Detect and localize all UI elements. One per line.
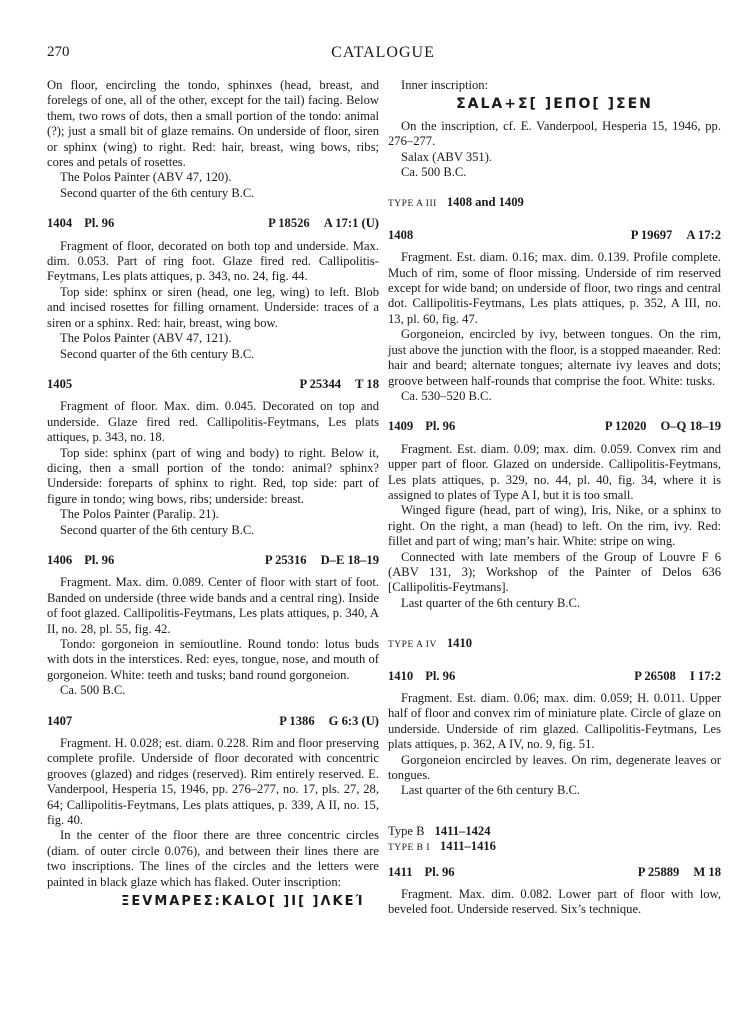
right-column xyxy=(388,78,721,918)
inner-inscription-label: Inner inscription: xyxy=(401,78,489,92)
entry-1409-desc: Fragment. Est. diam. 0.09; max. dim. 0.059. Convex rim and upper part of floor. Glazed on underside. Callipolitis-Feytmans, Les plats attiques, p. 329, no. 44, pl. 40, fig. 34, where it is assigned to plates of Type A I, but it is too small. xyxy=(388,441,721,502)
entry-1408-decor: Gorgoneion, encircled by ivy, between tongues. On the rim, just above the junction with the floor, is a stopped maeander. Red: hair and beard; alternate tongues; alternate ivy leaves and dots; groove between half-rounds that comprise the foot. White: tusks. xyxy=(388,327,721,388)
entry-1411-heading: 1411 Pl. 96 P 25889 M 18 xyxy=(388,864,721,879)
entry-1410-date: Last quarter of the 6th century B.C. xyxy=(401,783,581,798)
entry-1406-date: Ca. 500 B.C. xyxy=(60,683,126,698)
entry-1404-desc: Fragment of floor, decorated on both top and underside. Max. dim. 0.053. Part of ring foot. Glaze fired red. Callipolitis-Feytmans, Les plats attiques, p. 343, no. 24, fig. 44. xyxy=(47,238,379,284)
entry-1405-decor: Top side: sphinx (part of wing and body) to right. Below it, dicing, then a small portion of the tondo: animal? sphinx? Underside: foreparts of sphinx to right. Red, top side: part of figure in tondo; wing bows, ribs; underside: breast. xyxy=(47,445,379,506)
type-a4-heading: TYPE A IV 1410 xyxy=(388,636,473,651)
entry-1409-decor: Winged figure (head, part of wing), Iris, Nike, or a sphinx to right. On the right, a man (head) to left. On the rim, ivy. Red: fillet and part of wing; man’s hair. White: stripe on wing. xyxy=(388,503,721,549)
entry-1405-attr: The Polos Painter (Paralip. 21). xyxy=(60,507,219,522)
entry-1405-date: Second quarter of the 6th century B.C. xyxy=(60,522,255,537)
intro-attribution: The Polos Painter (ABV 47, 120). xyxy=(60,170,232,185)
entry-1408-date: Ca. 530–520 B.C. xyxy=(401,388,492,403)
entry-1408-desc: Fragment. Est. diam. 0.16; max. dim. 0.139. Profile complete. Much of rim, some of floor missing. Underside of rim reserved except for wide band; on underside of floor, two rings and central dot. Callipolitis-Feytmans, Les plats attiques, p. 352, A III, no. 13, pl. 60, fig. 47. xyxy=(388,250,721,326)
entry-1406-desc: Fragment. Max. dim. 0.089. Center of floor with start of foot. Banded on underside (three wide bands and a central ring). Inside of foot glazed. Callipolitis-Feytmans, Les plats attiques, p. 340, A II, no. 28, pl. 55, fig. 42. xyxy=(47,575,379,636)
entry-1408-heading: 1408 P 19697 A 17:2 xyxy=(388,227,721,242)
page-header xyxy=(47,44,719,68)
type-b1-heading: TYPE B I 1411–1416 xyxy=(388,839,496,854)
page-number: 270 xyxy=(47,44,70,60)
entry-1405-desc: Fragment of floor. Max. dim. 0.045. Decorated on top and underside. Glaze fired red. Callipolitis-Feytmans, Les plats attiques, p. 343, no. 18. xyxy=(47,399,379,445)
entry-1406-decor: Tondo: gorgoneion in semioutline. Round tondo: lotus buds with dots in the interstices. Red: eyes, tongue, nose, and mouth of gorgoneion. White: teeth and tusks; band round gorgoneion. xyxy=(47,637,379,682)
entry-1407-desc: Fragment. H. 0.028; est. diam. 0.228. Rim and floor preserving complete profile. Underside of floor decorated with concentric grooves (glazed) and ridges (reserved). Rim entirely reserved. E. Vanderpool, Hesperia 15, 1946, pp. 276–277, no. 17, pls. 27, 28, 64; Callipolitis-Feytmans, Les plats attiques, p. 339, A II, no. 15, fig. 40. xyxy=(47,736,379,828)
type-b-heading: Type B 1411–1424 xyxy=(388,823,491,838)
type-a3-heading: TYPE A III 1408 and 1409 xyxy=(388,195,524,210)
entry-1404-attr: The Polos Painter (ABV 47, 121). xyxy=(60,331,232,346)
left-column xyxy=(47,78,379,916)
entry-1409-heading: 1409 Pl. 96 P 12020 O–Q 18–19 xyxy=(388,419,721,434)
entry-1407-date: Ca. 500 B.C. xyxy=(401,165,467,180)
inner-inscription: ΣΑLΑ+Σ[ ]ΕΠΟ[ ]ΣΕΝ xyxy=(456,96,653,113)
entry-1406-heading: 1406 Pl. 96 P 25316 D–E 18–19 xyxy=(47,552,379,567)
entry-1410-decor: Gorgoneion encircled by leaves. On rim, degenerate leaves or tongues. xyxy=(388,752,721,783)
entry-1409-date: Last quarter of the 6th century B.C. xyxy=(401,595,581,610)
outer-inscription: ΞEVMAPEΣ:KALO[ ]I[ ]ΛKEΊ xyxy=(121,894,365,910)
entry-1405-heading: 1405 P 25344 T 18 xyxy=(47,376,379,391)
entry-1407-heading: 1407 P 1386 G 6:3 (U) xyxy=(47,713,379,728)
entry-1407-note: On the inscription, cf. E. Vanderpool, Hesperia 15, 1946, pp. 276–277. xyxy=(388,118,721,149)
entry-1411-desc: Fragment. Max. dim. 0.082. Lower part of floor with low, beveled foot. Underside reserved. Six’s technique. xyxy=(388,887,721,917)
intro-date: Second quarter of the 6th century B.C. xyxy=(60,185,255,200)
running-title: CATALOGUE xyxy=(331,44,435,61)
entry-1404-heading: 1404 Pl. 96 P 18526 A 17:1 (U) xyxy=(47,216,379,231)
entry-1404-date: Second quarter of the 6th century B.C. xyxy=(60,346,255,361)
entry-1410-heading: 1410 Pl. 96 P 26508 I 17:2 xyxy=(388,668,721,683)
entry-1407-attr: Salax (ABV 351). xyxy=(401,149,493,164)
entry-1407-decor: In the center of the floor there are three concentric circles (diam. of outer circle 0.076), and between their lines there are two inscriptions. The lines of the circles and the letters were painted in black glaze which has flaked. Outer inscription: xyxy=(47,828,379,889)
intro-paragraph: On floor, encircling the tondo, sphinxes (head, breast, and forelegs of one, all of the other, except for the tail) facing. Below them, two rows of dots, then a small portion of the tondo: animal (?); just a small bit of glaze remains. On underside of floor, siren or sphinx (wing) to right. Red: hair, breast, wing bows, ribs; cores and petals of rosettes. xyxy=(47,78,379,170)
entry-1404-decor: Top side: sphinx or siren (head, one leg, wing) to left. Blob and incised rosettes for filling ornament. Underside: traces of a siren or a sphinx. Red: hair, breast, wing bow. xyxy=(47,284,379,330)
entry-1409-attr: Connected with late members of the Group of Louvre F 6 (ABV 131, 3); Workshop of the Painter of Delos 636 [Callipolitis-Feytmans]. xyxy=(388,549,721,595)
entry-1410-desc: Fragment. Est. diam. 0.06; max. dim. 0.059; H. 0.011. Upper half of floor and convex rim of miniature plate. Circle of glaze on underside. Underside of rim glazed. Callipolitis-Feytmans, Les plats attiques, p. 362, A IV, no. 9, fig. 51. xyxy=(388,691,721,752)
